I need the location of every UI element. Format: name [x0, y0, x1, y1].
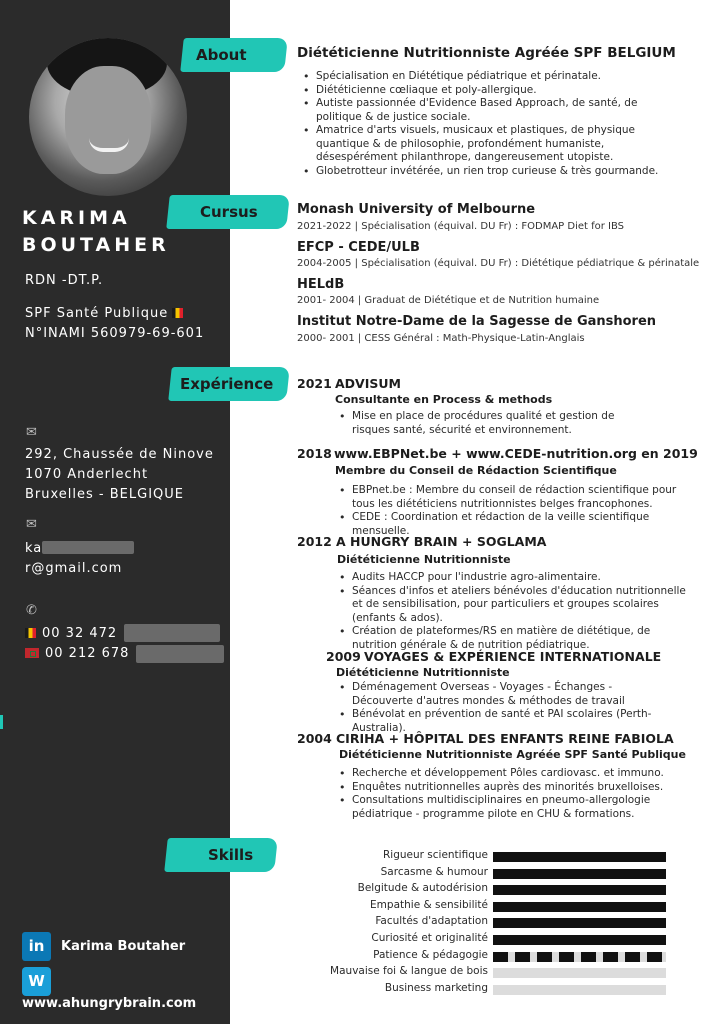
address-line3: Bruxelles - BELGIQUE: [25, 487, 184, 502]
organization: [25, 304, 183, 324]
experience-year: 2004: [297, 731, 332, 746]
skill-label: Mauvaise foi & langue de bois: [330, 965, 488, 977]
experience-item: • Création de plateformes/RS en matière de diététique, de nutrition générale & de nutrition pédiatrique.: [335, 625, 695, 652]
phone-ma-redaction: [136, 645, 224, 663]
about-item: • Autiste passionnée d'Evidence Based Approach, de santé, de politique & de justice sociale.: [299, 97, 659, 124]
experience-item: • Consultations multidisciplinaires en pneumo-allergologie pédiatrique - programme pilote en CHU & formations.: [335, 794, 665, 821]
linkedin-name: Karima Boutaher: [61, 939, 186, 954]
skill-bar-fill: [493, 952, 666, 962]
experience-company: ADVISUM: [335, 376, 401, 391]
experience-item: • Déménagement Overseas - Voyages - Échanges - Découverte d'autres mondes & méthodes de travail: [335, 681, 665, 708]
skill-bar-track: [493, 968, 666, 978]
experience-role: Diététicienne Nutritionniste Agréée SPF Santé Publique: [339, 748, 686, 761]
last-name: BOUTAHER: [22, 234, 170, 256]
belgium-flag-icon: [172, 308, 183, 318]
section-tab-experience: Expérience: [168, 367, 290, 401]
phone-be-redaction: [124, 624, 220, 642]
about-item: • Diététicienne cœliaque et poly-allergique.: [299, 84, 659, 98]
skill-bar-fill: [493, 902, 666, 912]
experience-company: www.EBPNet.be + www.CEDE-nutrition.org en 2019: [334, 446, 698, 461]
about-item: • Globetrotteur invétérée, un rien trop curieuse & très gourmande.: [299, 165, 659, 179]
wordpress-icon: W: [22, 967, 51, 996]
experience-item: • Bénévolat en prévention de santé et PAI scolaires (Perth-Australia).: [335, 708, 665, 735]
experience-item: • CEDE : Coordination et rédaction de la veille scientifique mensuelle.: [335, 511, 695, 538]
experience-list: [335, 767, 665, 821]
experience-role: Diététicienne Nutritionniste: [337, 553, 511, 566]
experience-company: A HUNGRY BRAIN + SOGLAMA: [336, 534, 547, 549]
skill-bar-fill: [493, 935, 666, 945]
experience-role: Consultante en Process & methods: [335, 393, 553, 406]
cursus-school: Institut Notre-Dame de la Sagesse de Ganshoren: [297, 314, 657, 329]
mail-icon: ✉: [26, 425, 37, 440]
address-line2: 1070 Anderlecht: [25, 467, 149, 482]
skill-label: Business marketing: [384, 982, 488, 994]
experience-year: 2018: [297, 446, 332, 461]
experience-item: • Audits HACCP pour l'industrie agro-alimentaire.: [335, 571, 695, 585]
about-item: • Amatrice d'arts visuels, musicaux et plastiques, de physique quantique & de philosophie, profondément humaniste, désespérément philanthrope, dangereusement utopiste.: [299, 124, 659, 165]
experience-item: • Recherche et développement Pôles cardiovasc. et immuno.: [335, 767, 665, 781]
email-link[interactable]: [25, 539, 230, 579]
experience-company: VOYAGES & EXPÉRIENCE INTERNATIONALE: [364, 649, 662, 664]
about-item: • Spécialisation en Diététique pédiatrique et périnatale.: [299, 70, 659, 84]
profile-name: [22, 205, 170, 259]
section-tab-cursus: Cursus: [166, 195, 290, 229]
cursus-detail: 2021-2022 | Spécialisation (équival. DU Fr) : FODMAP Diet for IBS: [297, 221, 625, 232]
cursus-school: Monash University of Melbourne: [297, 202, 536, 217]
skill-bar-fill: [493, 918, 666, 928]
skill-label: Empathie & sensibilité: [370, 899, 488, 911]
phone-be-number: 00 32 472: [42, 626, 118, 641]
first-name: KARIMA: [22, 207, 131, 229]
skill-label: Patience & pédagogie: [373, 949, 488, 961]
skill-bar-fill: [493, 852, 666, 862]
profile-photo: [29, 38, 187, 196]
experience-year: 2021: [297, 376, 332, 391]
address-line1: 292, Chaussée de Ninove: [25, 447, 214, 462]
skill-label: Rigueur scientifique: [382, 849, 488, 861]
experience-year: 2012: [297, 534, 332, 549]
phone-morocco[interactable]: [25, 644, 129, 664]
skill-bar-fill: [493, 885, 666, 895]
morocco-flag-icon: [25, 648, 39, 658]
skill-bar-track: [493, 985, 666, 995]
section-tab-skills: Skills: [164, 838, 278, 872]
website-url: www.ahungrybrain.com: [22, 996, 197, 1011]
about-headline: Diététicienne Nutritionniste Agréée SPF BELGIUM: [297, 45, 676, 61]
skill-label: Curiosité et originalité: [371, 932, 488, 944]
email-redaction: [42, 541, 134, 554]
experience-item: • EBPnet.be : Membre du conseil de rédaction scientifique pour tous les diététiciens nutritionnistes belges francophones.: [335, 484, 695, 511]
skill-bar-fill: [493, 869, 666, 879]
inami-number: N°INAMI 560979-69-601: [25, 326, 205, 341]
experience-list: [335, 571, 695, 652]
experience-list: [335, 681, 665, 735]
phone-ma-number: 00 212 678: [45, 646, 130, 661]
organization-label: SPF Santé Publique: [25, 306, 169, 321]
professional-title: RDN -DT.P.: [25, 273, 104, 288]
linkedin-link[interactable]: [22, 932, 185, 961]
experience-item: • Séances d'infos et ateliers bénévoles d'éducation nutritionnelle et de sensibilisation, pour particuliers et groupes scolaires (enfants & ados).: [335, 585, 695, 626]
phone-belgium[interactable]: [25, 624, 117, 644]
experience-list: [335, 484, 695, 538]
experience-company: CIRIHA + HÔPITAL DES ENFANTS REINE FABIOLA: [336, 731, 674, 746]
about-list: [299, 70, 659, 178]
experience-role: Membre du Conseil de Rédaction Scientifique: [335, 464, 617, 477]
experience-item: • Enquêtes nutritionnelles auprès des minorités bruxelloises.: [335, 781, 665, 795]
linkedin-icon: in: [22, 932, 51, 961]
cursus-detail: 2004-2005 | Spécialisation (équival. DU Fr) : Diététique pédiatrique & périnatale: [297, 258, 700, 269]
cursus-detail: 2001- 2004 | Graduat de Diététique et de Nutrition humaine: [297, 295, 600, 306]
cursus-school: HELdB: [297, 277, 345, 292]
edge-accent: [0, 715, 3, 729]
email-start: ka: [25, 541, 43, 556]
experience-year: 2009: [326, 649, 361, 664]
cursus-detail: 2000- 2001 | CESS Général : Math-Physique-Latin-Anglais: [297, 333, 585, 344]
section-tab-about: About: [180, 38, 288, 72]
skill-label: Sarcasme & humour: [380, 866, 488, 878]
skill-label: Facultés d'adaptation: [375, 915, 488, 927]
belgium-flag-icon: [25, 628, 36, 638]
cursus-school: EFCP - CEDE/ULB: [297, 240, 420, 255]
website-link[interactable]: [22, 967, 230, 1011]
email-icon: ✉: [26, 517, 37, 532]
experience-item: • Mise en place de procédures qualité et gestion de risques santé, sécurité et environnement.: [335, 410, 635, 437]
phone-icon: ✆: [26, 603, 37, 618]
experience-list: [335, 410, 635, 437]
email-end: r@gmail.com: [25, 561, 123, 576]
experience-role: Diététicienne Nutritionniste: [336, 666, 510, 679]
skill-label: Belgitude & autodérision: [357, 882, 488, 894]
